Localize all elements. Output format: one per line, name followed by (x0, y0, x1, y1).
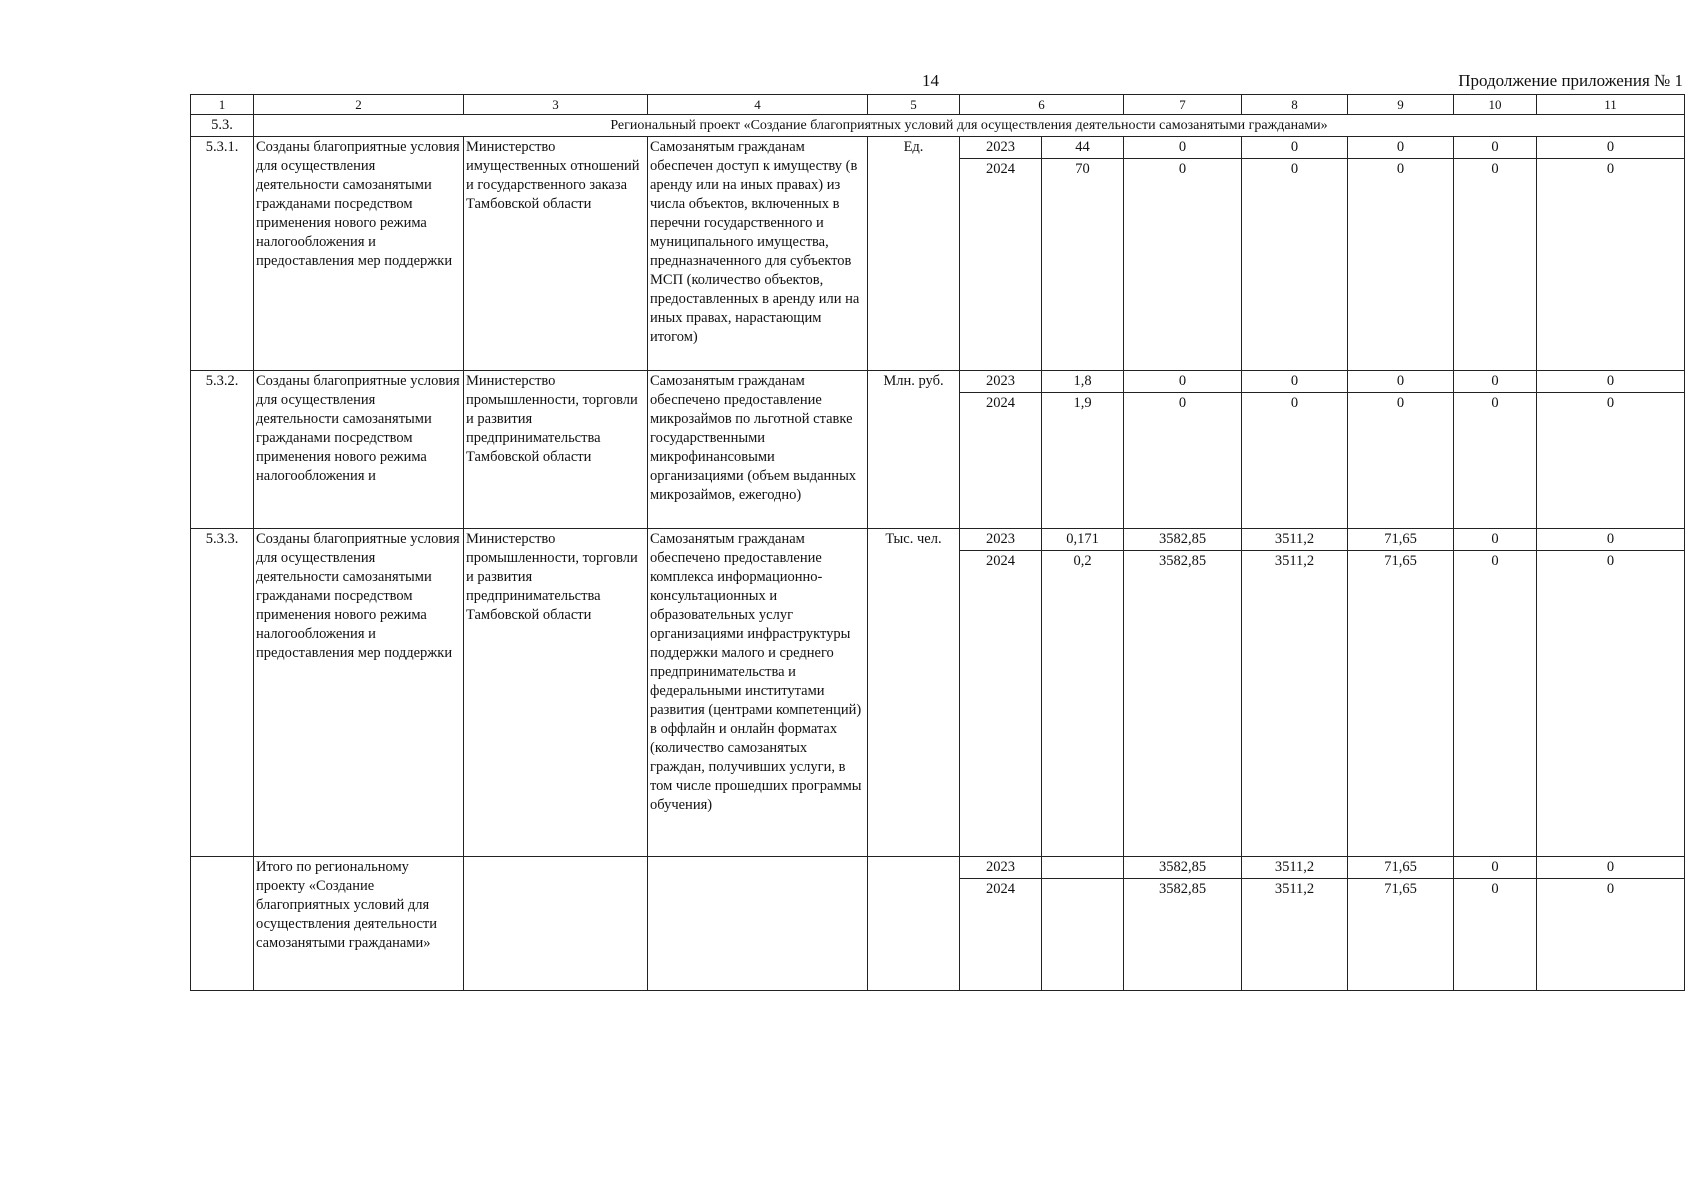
table-row (191, 137, 1685, 159)
value-cell: 70 (1042, 159, 1124, 371)
empty-cell (648, 857, 868, 991)
col10-cell: 0 (1454, 857, 1537, 879)
row-number: 5.3.2. (191, 371, 254, 529)
value-cell: 44 (1042, 137, 1124, 159)
col7-cell: 0 (1124, 393, 1242, 529)
col11-cell: 0 (1537, 393, 1685, 529)
column-header: 7 (1124, 95, 1242, 115)
page-number: 14 (922, 71, 939, 90)
responsible-cell: Министерство имущественных отношений и государственного заказа Тамбовской области (464, 137, 648, 371)
column-header: 6 (960, 95, 1124, 115)
col8-cell: 3511,2 (1242, 529, 1348, 551)
value-cell: 0,171 (1042, 529, 1124, 551)
col8-cell: 3511,2 (1242, 879, 1348, 991)
column-header: 4 (648, 95, 868, 115)
col7-cell: 3582,85 (1124, 529, 1242, 551)
year-cell: 2023 (960, 371, 1042, 393)
year-cell: 2024 (960, 393, 1042, 529)
result-cell: Созданы благоприятные условия для осуществления деятельности самозанятыми гражданами посредством применения нового режима налогообложения и предоставления мер поддержки (254, 137, 464, 371)
col9-cell: 0 (1348, 159, 1454, 371)
col8-cell: 3511,2 (1242, 857, 1348, 879)
appendix-header: Продолжение приложения № 1 (1458, 71, 1683, 90)
unit-cell: Тыс. чел. (868, 529, 960, 857)
col9-cell: 71,65 (1348, 879, 1454, 991)
col10-cell: 0 (1454, 137, 1537, 159)
col10-cell: 0 (1454, 159, 1537, 371)
year-cell: 2024 (960, 159, 1042, 371)
year-cell: 2024 (960, 879, 1042, 991)
col9-cell: 71,65 (1348, 857, 1454, 879)
col9-cell: 0 (1348, 137, 1454, 159)
column-header: 3 (464, 95, 648, 115)
empty-cell (464, 857, 648, 991)
section-row (191, 115, 1685, 137)
column-header: 10 (1454, 95, 1537, 115)
row-number: 5.3.1. (191, 137, 254, 371)
indicator-cell: Самозанятым гражданам обеспечено предоставление микрозаймов по льготной ставке государственными микрофинансовыми организациями (объем выданных микрозаймов, ежегодно) (648, 371, 868, 529)
col11-cell: 0 (1537, 551, 1685, 857)
value-cell (1042, 857, 1124, 879)
total-label: Итого по региональному проекту «Создание благоприятных условий для осуществления деятельности самозанятыми гражданами» (254, 857, 464, 991)
unit-cell: Млн. руб. (868, 371, 960, 529)
col8-cell: 0 (1242, 371, 1348, 393)
col10-cell: 0 (1454, 551, 1537, 857)
col11-cell: 0 (1537, 857, 1685, 879)
col8-cell: 0 (1242, 137, 1348, 159)
col10-cell: 0 (1454, 879, 1537, 991)
result-cell: Созданы благоприятные условия для осуществления деятельности самозанятыми гражданами посредством применения нового режима налогообложения и предоставления мер поддержки (254, 529, 464, 857)
col7-cell: 0 (1124, 371, 1242, 393)
value-cell: 0,2 (1042, 551, 1124, 857)
column-header: 8 (1242, 95, 1348, 115)
total-row (191, 857, 1685, 879)
table-row (191, 371, 1685, 393)
col8-cell: 0 (1242, 159, 1348, 371)
column-header: 11 (1537, 95, 1685, 115)
col7-cell: 3582,85 (1124, 551, 1242, 857)
value-cell: 1,8 (1042, 371, 1124, 393)
col9-cell: 71,65 (1348, 551, 1454, 857)
col11-cell: 0 (1537, 879, 1685, 991)
column-number-row (191, 95, 1685, 115)
col11-cell: 0 (1537, 137, 1685, 159)
year-cell: 2024 (960, 551, 1042, 857)
column-header: 1 (191, 95, 254, 115)
responsible-cell: Министерство промышленности, торговли и развития предпринимательства Тамбовской области (464, 371, 648, 529)
section-title: Региональный проект «Создание благоприятных условий для осуществления деятельности самозанятыми гражданами» (254, 115, 1685, 137)
col7-cell: 0 (1124, 159, 1242, 371)
col7-cell: 3582,85 (1124, 857, 1242, 879)
year-cell: 2023 (960, 137, 1042, 159)
col11-cell: 0 (1537, 159, 1685, 371)
column-header: 5 (868, 95, 960, 115)
unit-cell: Ед. (868, 137, 960, 371)
section-number: 5.3. (191, 115, 254, 137)
col7-cell: 3582,85 (1124, 879, 1242, 991)
empty-cell (868, 857, 960, 991)
col9-cell: 71,65 (1348, 529, 1454, 551)
col11-cell: 0 (1537, 529, 1685, 551)
col7-cell: 0 (1124, 137, 1242, 159)
col8-cell: 0 (1242, 393, 1348, 529)
column-header: 9 (1348, 95, 1454, 115)
table-row (191, 529, 1685, 551)
value-cell (1042, 879, 1124, 991)
col8-cell: 3511,2 (1242, 551, 1348, 857)
data-table (190, 94, 1685, 991)
column-header: 2 (254, 95, 464, 115)
col11-cell: 0 (1537, 371, 1685, 393)
responsible-cell: Министерство промышленности, торговли и развития предпринимательства Тамбовской области (464, 529, 648, 857)
indicator-cell: Самозанятым гражданам обеспечен доступ к имуществу (в аренду или на иных правах) из числа объектов, включенных в перечни государственного и муниципального имущества, предназначенного для субъектов МСП (количество объектов, предоставленных в аренду или на иных правах, нарастающим итогом) (648, 137, 868, 371)
col10-cell: 0 (1454, 529, 1537, 551)
year-cell: 2023 (960, 857, 1042, 879)
indicator-cell: Самозанятым гражданам обеспечено предоставление комплекса информационно-консультационных и образовательных услуг организациями инфраструктуры поддержки малого и среднего предпринимательства и федеральными институтами развития (центрами компетенций) в оффлайн и онлайн форматах (количество самозанятых граждан, получивших услуги, в том числе прошедших программы обучения) (648, 529, 868, 857)
value-cell: 1,9 (1042, 393, 1124, 529)
col10-cell: 0 (1454, 371, 1537, 393)
col10-cell: 0 (1454, 393, 1537, 529)
total-number-cell (191, 857, 254, 991)
col9-cell: 0 (1348, 371, 1454, 393)
result-cell: Созданы благоприятные условия для осуществления деятельности самозанятыми гражданами посредством применения нового режима налогообложения и (254, 371, 464, 529)
col9-cell: 0 (1348, 393, 1454, 529)
row-number: 5.3.3. (191, 529, 254, 857)
year-cell: 2023 (960, 529, 1042, 551)
